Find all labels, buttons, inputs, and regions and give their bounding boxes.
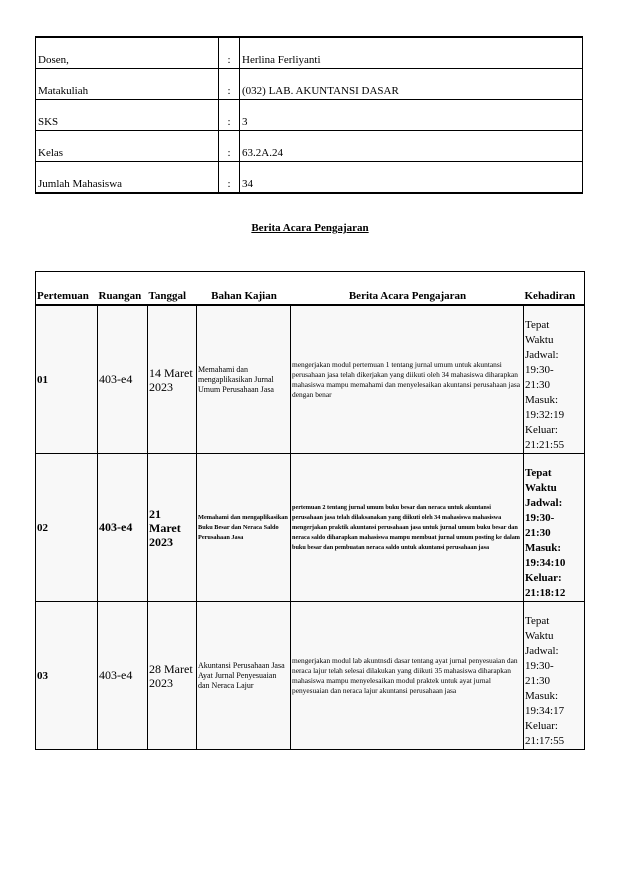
- kehadiran-line: Tepat: [525, 319, 550, 331]
- kehadiran-line: 19:34:10: [525, 557, 566, 569]
- kehadiran-line: Waktu: [525, 630, 554, 642]
- kehadiran-line: 19:30-: [525, 660, 554, 672]
- info-label: Kelas: [36, 131, 219, 162]
- cell-tanggal: 14 Maret 2023: [148, 305, 197, 454]
- page-title: Berita Acara Pengajaran: [251, 222, 369, 234]
- kehadiran-line: Keluar:: [525, 572, 562, 584]
- kehadiran-line: 21:30: [525, 527, 551, 539]
- cell-ruangan: 403-e4: [98, 602, 148, 750]
- header-kehadiran: Kehadiran: [524, 272, 585, 306]
- kehadiran-line: 19:30-: [525, 512, 555, 524]
- header-berita-acara: Berita Acara Pengajaran: [291, 272, 524, 306]
- kehadiran-line: 21:21:55: [525, 439, 565, 451]
- cell-bahan-kajian: Memahami dan mengaplikasikan Jurnal Umum Perusahaan Jasa: [197, 305, 291, 454]
- info-value: 3: [240, 100, 583, 131]
- header-pertemuan: Pertemuan: [36, 272, 98, 306]
- cell-berita-acara: mengerjakan modul lab akuntnsdi dasar tentang ayat jurnal penyesuaian dan neraca lajur telah selesai dilakukan yang diikuti 35 mahasiswa diharapkan mahasiswa mampu menyelesaikan modul praktek untuk ayat jurnal penyesuaian dan neraca lajur akuntansi perusahaan jasa: [291, 602, 524, 750]
- kehadiran-line: 19:30-: [525, 364, 554, 376]
- info-value: (032) LAB. AKUNTANSI DASAR: [240, 69, 583, 100]
- info-row: [36, 162, 583, 194]
- cell-berita-acara: mengerjakan modul pertemuan 1 tentang jurnal umum untuk akuntansi perusahaan jasa telah dikerjakan yang diikuti oleh 34 mahasiswa diharapkan mahasiswa mampu memahami dan menyelesaikan akuntansi perusahaan jasa dengan benar: [291, 305, 524, 454]
- info-row: [36, 37, 583, 69]
- cell-pertemuan: 02: [36, 454, 98, 602]
- kehadiran-line: 21:17:55: [525, 735, 565, 747]
- header-bahan-kajian: Bahan Kajian: [197, 272, 291, 306]
- kehadiran-line: Masuk:: [525, 542, 562, 554]
- cell-pertemuan: 01: [36, 305, 98, 454]
- kehadiran-line: Jadwal:: [525, 645, 559, 657]
- info-colon: :: [219, 69, 240, 100]
- course-info-table: [35, 36, 583, 194]
- info-label: SKS: [36, 100, 219, 131]
- table-row: [36, 602, 585, 750]
- cell-kehadiran: [524, 454, 585, 602]
- info-value: 63.2A.24: [240, 131, 583, 162]
- info-colon: :: [219, 131, 240, 162]
- cell-kehadiran: [524, 602, 585, 750]
- cell-tanggal: 21 Maret 2023: [148, 454, 197, 602]
- kehadiran-line: Tepat: [525, 467, 552, 479]
- kehadiran-line: 19:34:17: [525, 705, 565, 717]
- table-header-row: [36, 272, 585, 306]
- info-colon: :: [219, 37, 240, 69]
- info-row: [36, 69, 583, 100]
- kehadiran-line: Jadwal:: [525, 349, 559, 361]
- header-ruangan: Ruangan: [98, 272, 148, 306]
- cell-bahan-kajian: Akuntansi Perusahaan Jasa Ayat Jurnal Penyesuaian dan Neraca Lajur: [197, 602, 291, 750]
- info-label: Jumlah Mahasiswa: [36, 162, 219, 194]
- cell-berita-acara: pertemuan 2 tentang jurnal umum buku besar dan neraca untuk akuntansi perusahaan jasa telah dilaksanakan yang diikuti oleh 34 mahasiswa mahasiswa mengerjakan praktik akuntansi perusahaan jasa untuk jurnal umum buku besar dan neraca saldo diharapkan mahasiswa mampu membuat jurnal umum posting ke dalam buku besar dan pembuatan neraca saldo untuk akuntansi perusahaan jasa: [291, 454, 524, 602]
- teaching-report-table: [35, 271, 585, 750]
- kehadiran-line: Waktu: [525, 482, 557, 494]
- info-label: Dosen,: [36, 37, 219, 69]
- info-colon: :: [219, 162, 240, 194]
- kehadiran-line: 21:30: [525, 379, 551, 391]
- info-colon: :: [219, 100, 240, 131]
- cell-pertemuan: 03: [36, 602, 98, 750]
- cell-bahan-kajian: Memahami dan mengaplikasikan Buku Besar dan Neraca Saldo Perusahaan Jasa: [197, 454, 291, 602]
- kehadiran-line: Jadwal:: [525, 497, 563, 509]
- table-row: [36, 305, 585, 454]
- kehadiran-line: Waktu: [525, 334, 554, 346]
- info-row: [36, 131, 583, 162]
- header-tanggal: Tanggal: [148, 272, 197, 306]
- info-label: Matakuliah: [36, 69, 219, 100]
- table-row: [36, 454, 585, 602]
- cell-ruangan: 403-e4: [98, 454, 148, 602]
- kehadiran-line: Masuk:: [525, 690, 558, 702]
- kehadiran-line: Tepat: [525, 615, 550, 627]
- kehadiran-line: Keluar:: [525, 720, 558, 732]
- kehadiran-line: 21:30: [525, 675, 551, 687]
- info-row: [36, 100, 583, 131]
- cell-tanggal: 28 Maret 2023: [148, 602, 197, 750]
- kehadiran-line: 21:18:12: [525, 587, 566, 599]
- kehadiran-line: 19:32:19: [525, 409, 565, 421]
- info-value: 34: [240, 162, 583, 194]
- info-value: Herlina Ferliyanti: [240, 37, 583, 69]
- kehadiran-line: Masuk:: [525, 394, 558, 406]
- cell-ruangan: 403-e4: [98, 305, 148, 454]
- cell-kehadiran: [524, 305, 585, 454]
- kehadiran-line: Keluar:: [525, 424, 558, 436]
